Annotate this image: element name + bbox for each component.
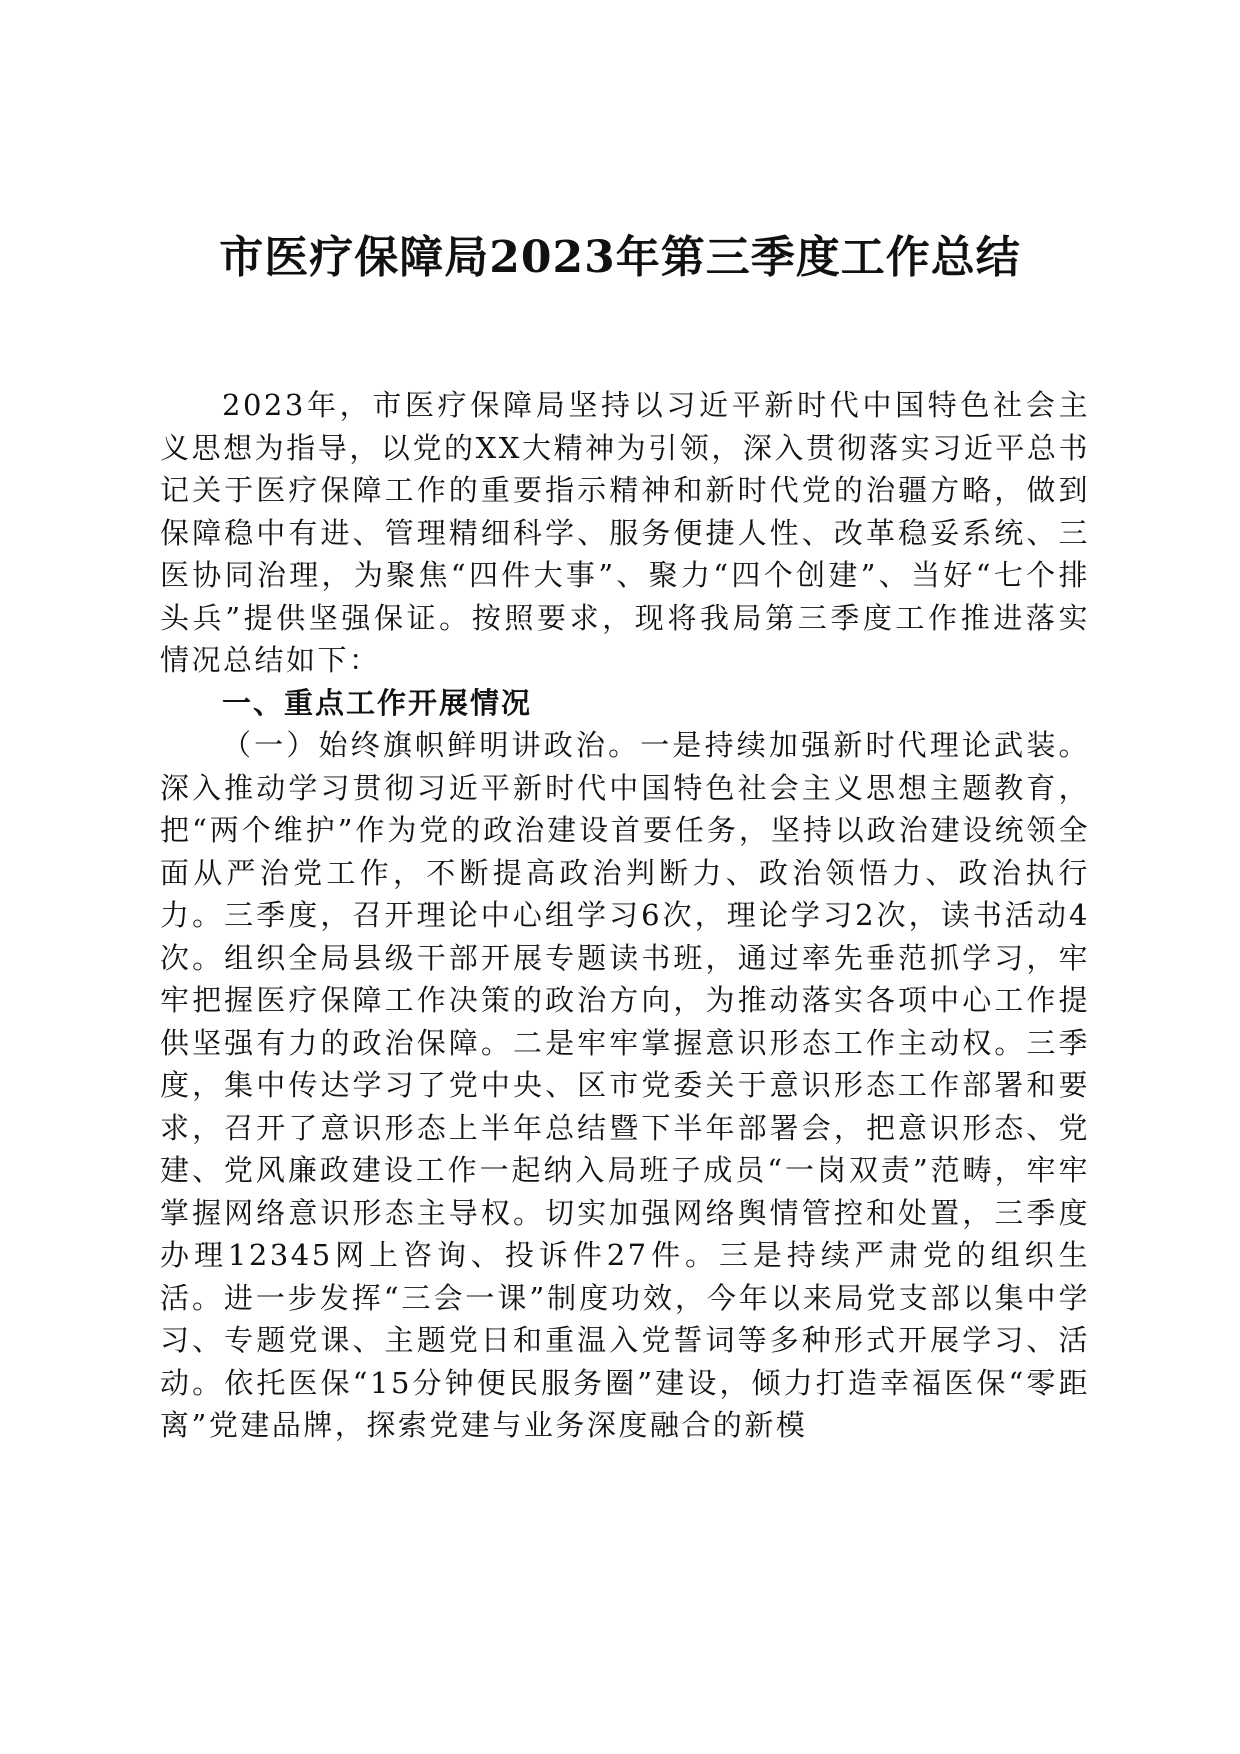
document-title: 市医疗保障局2023年第三季度工作总结 (219, 232, 1021, 283)
section-heading: 一、重点工作开展情况 (222, 685, 533, 720)
document-body (160, 384, 1090, 1447)
intro-paragraph: 2023年，市医疗保障局坚持以习近平新时代中国特色社会主义思想为指导，以党的XX大精神为引领，深入贯彻落实习近平总书记关于医疗保障工作的重要指示精神和新时代党的治疆方略，做到保障稳中有进、管理精细科学、服务便捷人性、改革稳妥系统、三医协同治理，为聚焦“四件大事”、聚力“四个创建”、当好“七个排头兵”提供坚强保证。按照要求，现将我局第三季度工作推进落实情况总结如下： (160, 388, 1090, 677)
section-paragraph: （一）始终旗帜鲜明讲政治。一是持续加强新时代理论武装。深入推动学习贯彻习近平新时代中国特色社会主义思想主题教育，把“两个维护”作为党的政治建设首要任务，坚持以政治建设统领全面从严治党工作，不断提高政治判断力、政治领悟力、政治执行力。三季度，召开理论中心组学习6次，理论学习2次，读书活动4次。组织全局县级干部开展专题读书班，通过率先垂范抓学习，牢牢把握医疗保障工作决策的政治方向，为推动落实各项中心工作提供坚强有力的政治保障。二是牢牢掌握意识形态工作主动权。三季度，集中传达学习了党中央、区市党委关于意识形态工作部署和要求，召开了意识形态上半年总结暨下半年部署会，把意识形态、党建、党风廉政建设工作一起纳入局班子成员“一岗双责”范畴，牢牢掌握网络意识形态主导权。切实加强网络舆情管控和处置，三季度办理12345网上咨询、投诉件27件。三是持续严肃党的组织生活。进一步发挥“三会一课”制度功效，今年以来局党支部以集中学习、专题党课、主题党日和重温入党誓词等多种形式开展学习、活动。依托医保“15分钟便民服务圈”建设，倾力打造幸福医保“零距离”党建品牌，探索党建与业务深度融合的新模 (160, 728, 1090, 1442)
